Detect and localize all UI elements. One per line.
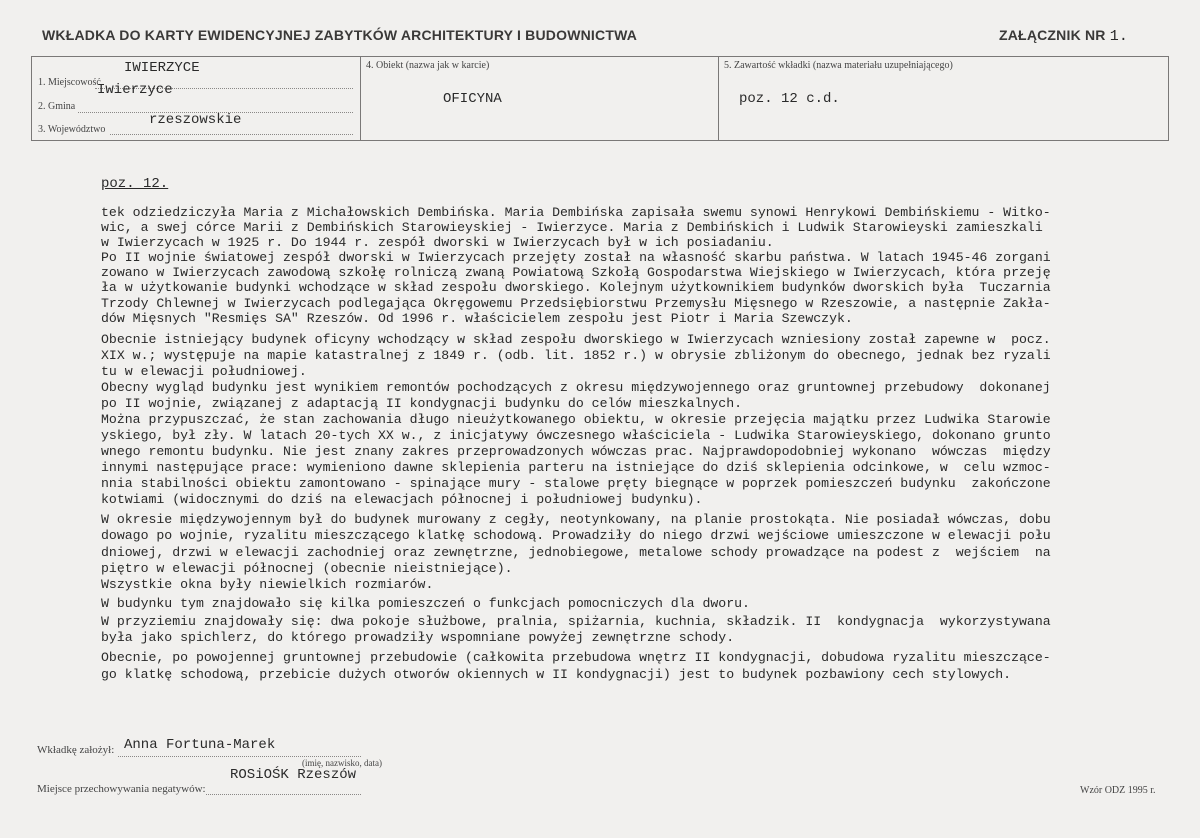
document-title: WKŁADKA DO KARTY EWIDENCYJNEJ ZABYTKÓW ARCHITEKTURY I BUDOWNICTWA xyxy=(42,27,638,43)
body-line: Po II wojnie światowej zespół dworski w Iwierzycach przejęty został na własność skarbu państwa. W latach 1945-46 zorgani xyxy=(101,250,1051,265)
body-line: innymi następujące prace: wymieniono dawne sklepienia parteru na istniejące do dziś sklepienia odcinkowe, w celu wzmoc- xyxy=(101,460,1051,475)
body-line: w Iwierzycach w 1925 r. Do 1944 r. zespół dworski w Iwierzycach był w ich posiadaniu. xyxy=(101,235,774,250)
zawartosc-value: poz. 12 c.d. xyxy=(739,91,840,107)
body-line: W przyziemiu znajdowały się: dwa pokoje służbowe, pralnia, spiżarnia, kuchnia, składzik. II kondygnacja wykorzystywana xyxy=(101,614,1051,629)
body-line: XIX w.; występuje na mapie katastralnej z 1849 r. (odb. lit. 1852 r.) w obrysie zbliżonym do obecnego, jednak bez ryzali xyxy=(101,348,1051,363)
zalozyl-line xyxy=(118,756,361,757)
body-line: wnego remontu budynku. Nie jest znany zakres przeprowadzonych wówczas prac. Najprawdopodobniej wykonano wówczas między xyxy=(101,444,1051,459)
body-line: Obecnie, po powojennej gruntownej przebudowie (całkowita przebudowa wnętrz II kondygnacji, dobudowa ryzalitu mieszczące- xyxy=(101,650,1051,665)
attachment-label xyxy=(999,27,1128,45)
body-line: po II wojnie, związanej z adaptacją II kondygnacji budynku do celów mieszkalnych. xyxy=(101,396,743,411)
body-line: yskiego, był zły. W latach 20-tych XX w., z inicjatywy ówczesnego właściciela - Ludwika Starowieyskiego, dokonano grunto xyxy=(101,428,1051,443)
body-line: dów Mięsnych "Resmięs SA" Rzeszów. Od 1996 r. właścicielem zespołu jest Piotr i Maria Szewczyk. xyxy=(101,311,853,326)
obiekt-label: 4. Obiekt (nazwa jak w karcie) xyxy=(366,60,490,71)
wojewodztwo-line xyxy=(110,134,353,135)
body-line: kotwiami (widocznymi do dziś na elewacjach północnej i południowej budynku). xyxy=(101,492,703,507)
body-line: Obecny wygląd budynku jest wynikiem remontów pochodzących z okresu międzywojennego oraz gruntownej przebudowy dokonanej xyxy=(101,380,1051,395)
body-line: zowano w Iwierzycach zawodową szkołę rolniczą zwaną Powiatową Szkołą Gospodarstwa Wiejskiego w Iwierzycach, która przeję xyxy=(101,265,1051,280)
zawartosc-label: 5. Zawartość wkładki (nazwa materiału uzupełniającego) xyxy=(724,60,953,71)
attachment-number: 1. xyxy=(1109,28,1129,45)
negatywy-value: ROSiOŚK Rzeszów xyxy=(230,767,357,783)
body-line: tek odziedziczyła Maria z Michałowskich Dembińska. Maria Dembińska zapisała swemu synowi Henrykowi Dembińskiemu - Witko- xyxy=(101,205,1051,220)
wojewodztwo-value: rzeszowskie xyxy=(149,112,242,128)
miejscowosc-label: 1. Miejscowość xyxy=(38,77,101,88)
signature-hint: (imię, nazwisko, data) xyxy=(302,758,382,768)
form-divider-2 xyxy=(718,56,719,140)
body-line: Trzody Chlewnej w Iwierzycach podlegająca Okręgowemu Przedsiębiorstwu Przemysłu Mięsnego w Rzeszowie, a następnie Zakła- xyxy=(101,296,1051,311)
body-line: była jako spichlerz, do którego prowadziły wspomniane powyżej zewnętrzne schody. xyxy=(101,630,735,645)
body-line: dowago po wojnie, ryzalitu mieszczącego klatkę schodową. Prowadziły do niego drzwi wejściowe umieszczone w elewacji połu xyxy=(101,528,1051,543)
form-table xyxy=(31,56,1169,141)
section-heading: poz. 12. xyxy=(101,176,169,192)
zalozyl-value: Anna Fortuna-Marek xyxy=(124,737,276,753)
obiekt-value: OFICYNA xyxy=(443,91,502,107)
form-divider-1 xyxy=(360,56,361,140)
body-line: W budynku tym znajdowało się kilka pomieszczeń o funkcjach pomocniczych dla dworu. xyxy=(101,596,750,611)
gmina-value: Iwierzyce xyxy=(97,82,173,98)
form-version: Wzór ODZ 1995 r. xyxy=(1080,785,1156,796)
negatywy-label: Miejsce przechowywania negatywów: xyxy=(37,783,206,795)
body-line: dniowej, drzwi w elewacji zachodniej oraz zewnętrzne, jednobiegowe, metalowe schody prowadzące na podest z wejściem na xyxy=(101,545,1051,560)
body-line: wic, a swej córce Marii z Dembińskich Starowieyskiej - Iwierzyce. Maria z Dembińskich i Ludwik Starowieyski zamieszkali xyxy=(101,220,1043,235)
body-line: ła w użytkowanie budynki wchodzące w skład zespołu dworskiego. Kolejnym użytkownikiem budynków dworskich była Tuczarnia xyxy=(101,280,1051,295)
body-line: piętro w elewacji północnej (obecnie nieistniejące). xyxy=(101,561,513,576)
body-line: W okresie międzywojennym był do budynek murowany z cegły, neotynkowany, na planie prostokąta. Nie posiadał wówczas, dobu xyxy=(101,512,1051,527)
body-line: Wszystkie okna były niewielkich rozmiarów. xyxy=(101,577,434,592)
body-line: go klatkę schodową, przebicie dużych otworów okiennych w II kondygnacji) jest to budynek pozbawiony cech stylowych. xyxy=(101,667,1012,682)
body-line: tu w elewacji południowej. xyxy=(101,364,307,379)
gmina-label: 2. Gmina xyxy=(38,101,76,112)
body-line: Obecnie istniejący budynek oficyny wchodzący w skład zespołu dworskiego w Iwierzycach wzniesiony został zapewne w pocz. xyxy=(101,332,1051,347)
negatywy-line xyxy=(206,794,361,795)
wojewodztwo-label: 3. Województwo xyxy=(38,124,106,135)
body-line: nnia stabilności obiektu zamontowano - spinające mury - stalowe pręty biegnące w poprzek pomieszczeń budynku zakończone xyxy=(101,476,1051,491)
body-line: Można przypuszczać, że stan zachowania długo nieużytkowanego obiektu, w okresie przejęcia majątku przez Ludwika Starowie xyxy=(101,412,1051,427)
zalozyl-label: Wkładkę założył: xyxy=(37,744,115,756)
attachment-label-text: ZAŁĄCZNIK NR xyxy=(999,27,1106,43)
miejscowosc-value: IWIERZYCE xyxy=(124,60,200,76)
